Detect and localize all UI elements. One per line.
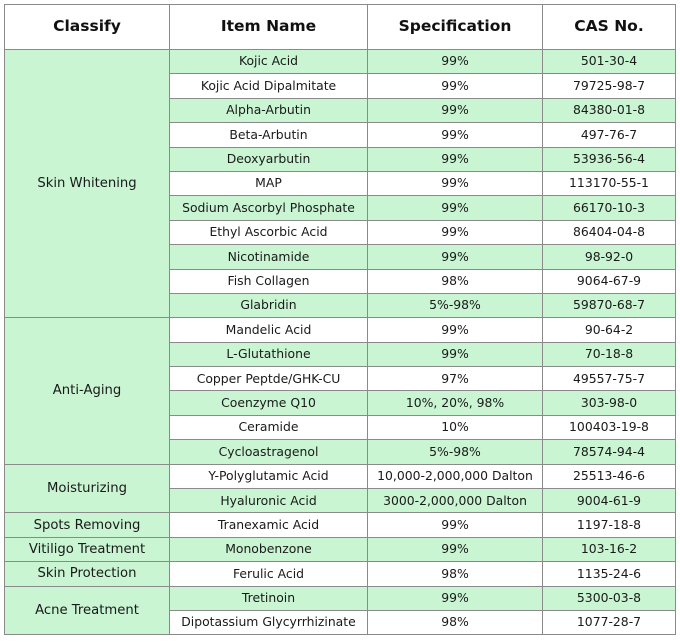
item-name-cell: Kojic Acid xyxy=(170,50,368,74)
specification-cell: 10,000-2,000,000 Dalton xyxy=(368,464,543,488)
header-specification: Specification xyxy=(368,5,543,50)
item-name-cell: Tranexamic Acid xyxy=(170,513,368,537)
item-name-cell: Hyaluronic Acid xyxy=(170,489,368,513)
cas-no-cell: 5300-03-8 xyxy=(543,586,676,610)
item-name-cell: Sodium Ascorbyl Phosphate xyxy=(170,196,368,220)
specification-cell: 99% xyxy=(368,196,543,220)
item-name-cell: Alpha-Arbutin xyxy=(170,98,368,122)
classify-cell: Anti-Aging xyxy=(5,318,170,464)
table-row xyxy=(5,513,676,537)
cas-no-cell: 103-16-2 xyxy=(543,537,676,561)
cas-no-cell: 1197-18-8 xyxy=(543,513,676,537)
specification-cell: 99% xyxy=(368,171,543,195)
specification-cell: 99% xyxy=(368,318,543,342)
specification-cell: 99% xyxy=(368,342,543,366)
item-name-cell: Monobenzone xyxy=(170,537,368,561)
specification-cell: 99% xyxy=(368,123,543,147)
specification-cell: 99% xyxy=(368,50,543,74)
item-name-cell: Mandelic Acid xyxy=(170,318,368,342)
product-table xyxy=(4,4,676,635)
cas-no-cell: 497-76-7 xyxy=(543,123,676,147)
specification-cell: 99% xyxy=(368,74,543,98)
cas-no-cell: 66170-10-3 xyxy=(543,196,676,220)
specification-cell: 10% xyxy=(368,415,543,439)
table-row xyxy=(5,562,676,586)
classify-cell: Spots Removing xyxy=(5,513,170,537)
cas-no-cell: 1135-24-6 xyxy=(543,562,676,586)
cas-no-cell: 113170-55-1 xyxy=(543,171,676,195)
cas-no-cell: 303-98-0 xyxy=(543,391,676,415)
cas-no-cell: 86404-04-8 xyxy=(543,220,676,244)
header-item-name: Item Name xyxy=(170,5,368,50)
item-name-cell: Kojic Acid Dipalmitate xyxy=(170,74,368,98)
cas-no-cell: 59870-68-7 xyxy=(543,293,676,317)
classify-cell: Acne Treatment xyxy=(5,586,170,635)
specification-cell: 97% xyxy=(368,367,543,391)
item-name-cell: Beta-Arbutin xyxy=(170,123,368,147)
header-row xyxy=(5,5,676,50)
specification-cell: 99% xyxy=(368,586,543,610)
cas-no-cell: 100403-19-8 xyxy=(543,415,676,439)
table-row xyxy=(5,537,676,561)
specification-cell: 5%-98% xyxy=(368,440,543,464)
specification-cell: 10%, 20%, 98% xyxy=(368,391,543,415)
item-name-cell: Ceramide xyxy=(170,415,368,439)
specification-cell: 3000-2,000,000 Dalton xyxy=(368,489,543,513)
cas-no-cell: 84380-01-8 xyxy=(543,98,676,122)
cas-no-cell: 78574-94-4 xyxy=(543,440,676,464)
cas-no-cell: 25513-46-6 xyxy=(543,464,676,488)
table-body xyxy=(5,50,676,635)
cas-no-cell: 49557-75-7 xyxy=(543,367,676,391)
cas-no-cell: 9064-67-9 xyxy=(543,269,676,293)
cas-no-cell: 70-18-8 xyxy=(543,342,676,366)
classify-cell: Moisturizing xyxy=(5,464,170,513)
specification-cell: 99% xyxy=(368,245,543,269)
specification-cell: 5%-98% xyxy=(368,293,543,317)
item-name-cell: Dipotassium Glycyrrhizinate xyxy=(170,610,368,634)
cas-no-cell: 501-30-4 xyxy=(543,50,676,74)
cas-no-cell: 1077-28-7 xyxy=(543,610,676,634)
specification-cell: 99% xyxy=(368,513,543,537)
cas-no-cell: 79725-98-7 xyxy=(543,74,676,98)
classify-cell: Skin Whitening xyxy=(5,50,170,318)
specification-cell: 98% xyxy=(368,610,543,634)
item-name-cell: Tretinoin xyxy=(170,586,368,610)
item-name-cell: MAP xyxy=(170,171,368,195)
item-name-cell: Glabridin xyxy=(170,293,368,317)
header-cas-no: CAS No. xyxy=(543,5,676,50)
table-row xyxy=(5,464,676,488)
item-name-cell: Coenzyme Q10 xyxy=(170,391,368,415)
item-name-cell: Y-Polyglutamic Acid xyxy=(170,464,368,488)
table-row xyxy=(5,318,676,342)
item-name-cell: Nicotinamide xyxy=(170,245,368,269)
specification-cell: 98% xyxy=(368,562,543,586)
cas-no-cell: 9004-61-9 xyxy=(543,489,676,513)
cas-no-cell: 98-92-0 xyxy=(543,245,676,269)
table-row xyxy=(5,586,676,610)
item-name-cell: Copper Peptde/GHK-CU xyxy=(170,367,368,391)
item-name-cell: Cycloastragenol xyxy=(170,440,368,464)
classify-cell: Skin Protection xyxy=(5,562,170,586)
item-name-cell: Ethyl Ascorbic Acid xyxy=(170,220,368,244)
specification-cell: 98% xyxy=(368,269,543,293)
item-name-cell: L-Glutathione xyxy=(170,342,368,366)
item-name-cell: Ferulic Acid xyxy=(170,562,368,586)
table-row xyxy=(5,50,676,74)
specification-cell: 99% xyxy=(368,147,543,171)
specification-cell: 99% xyxy=(368,98,543,122)
specification-cell: 99% xyxy=(368,220,543,244)
header-classify: Classify xyxy=(5,5,170,50)
item-name-cell: Deoxyarbutin xyxy=(170,147,368,171)
cas-no-cell: 90-64-2 xyxy=(543,318,676,342)
cas-no-cell: 53936-56-4 xyxy=(543,147,676,171)
specification-cell: 99% xyxy=(368,537,543,561)
item-name-cell: Fish Collagen xyxy=(170,269,368,293)
classify-cell: Vitiligo Treatment xyxy=(5,537,170,561)
